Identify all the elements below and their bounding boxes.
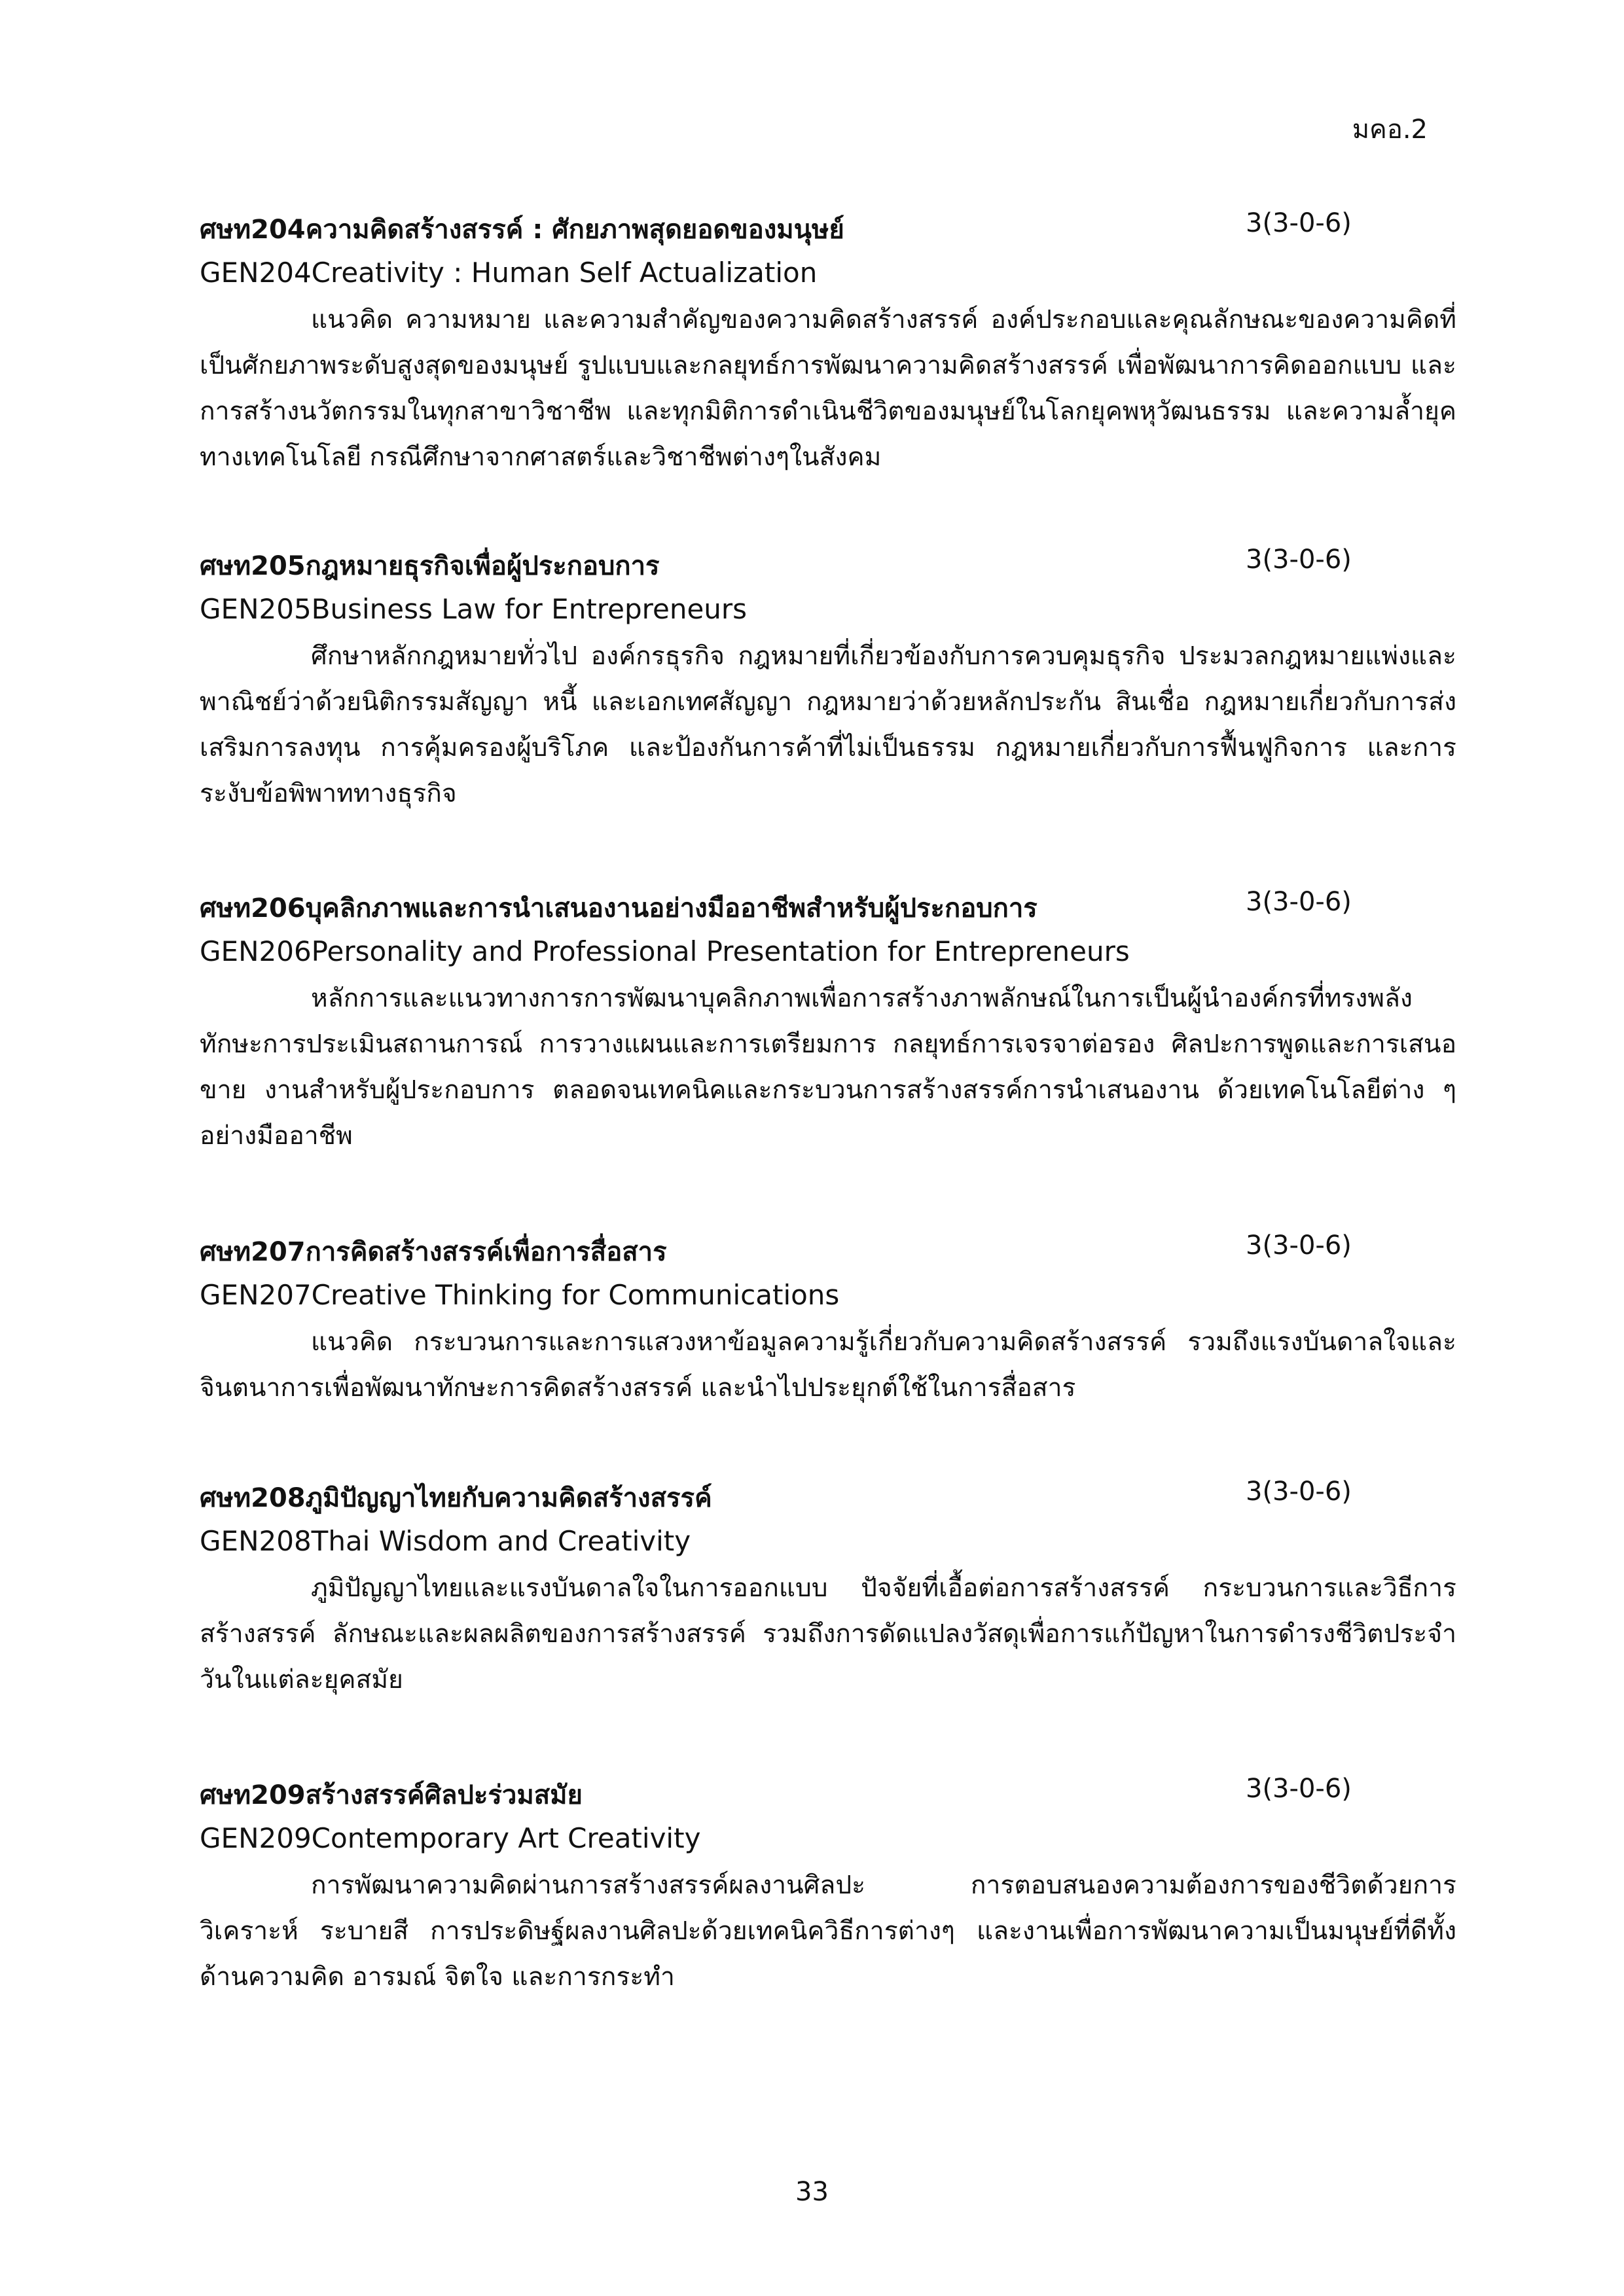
course-title-en-row (200, 1814, 1456, 1861)
course-code-en: GEN205 (200, 592, 312, 625)
course-description: การพัฒนาความคิดผ่านการสร้างสรรค์ผลงานศิลปะ การตอบสนองความต้องการของชีวิตด้วยการวิเคราะห์ ระบายสี การประดิษฐ์ผลงานศิลปะด้วยเทคนิควิธีการต่างๆ และงานเพื่อการพัฒนาความเป็นมนุษย์ที่ดีทั้งด้านความคิด อารมณ์ จิตใจ และการกระทำ (200, 1871, 1456, 1992)
course-title-th: การคิดสร้างสรรค์เพื่อการสื่อสาร (305, 1237, 667, 1267)
course-title-th-row (200, 208, 1456, 249)
course-title-th-row (200, 1774, 1456, 1814)
course-title-en: Creativity : Human Self Actualization (311, 256, 818, 289)
course-title-en-row (200, 1271, 1456, 1318)
course-block (200, 208, 1456, 480)
course-title-en: Personality and Professional Presentation for Entrepreneurs (311, 935, 1130, 967)
course-code-en: GEN204 (200, 256, 312, 289)
page-number: 33 (795, 2177, 829, 2207)
course-description: แนวคิด ความหมาย และความสำคัญของความคิดสร้างสรรค์ องค์ประกอบและคุณลักษณะของความคิดที่เป็นศักยภาพระดับสูงสุดของมนุษย์ รูปแบบและกลยุทธ์การพัฒนาความคิดสร้างสรรค์ เพื่อพัฒนาการคิดออกแบบ และการสร้างนวัตกรรมในทุกสาขาวิชาชีพ และทุกมิติการดำเนินชีวิตของมนุษย์ในโลกยุคพหุวัฒนธรรม และความล้ำยุคทางเทคโนโลยี กรณีศึกษาจากศาสตร์และวิชาชีพต่างๆในสังคม (200, 305, 1456, 472)
course-title-th: กฎหมายธุรกิจเพื่อผู้ประกอบการ (305, 551, 660, 581)
course-title-th: บุคลิกภาพและการนำเสนองานอย่างมืออาชีพสำหรับผู้ประกอบการ (305, 893, 1038, 924)
course-block (200, 1230, 1456, 1411)
course-code-th: ศษท209 (200, 1780, 306, 1810)
course-block (200, 1774, 1456, 2000)
course-block (200, 887, 1456, 1159)
course-credits: 3(3-0-6) (1246, 887, 1352, 917)
course-description: ศึกษาหลักกฎหมายทั่วไป องค์กรธุรกิจ กฎหมายที่เกี่ยวข้องกับการควบคุมธุรกิจ ประมวลกฎหมายแพ่งและพาณิชย์ว่าด้วยนิติกรรมสัญญา หนี้ และเอกเทศสัญญา กฎหมายว่าด้วยหลักประกัน สินเชื่อ กฎหมายเกี่ยวกับการส่งเสริมการลงทุน การคุ้มครองผู้บริโภค และป้องกันการค้าที่ไม่เป็นธรรม กฎหมายเกี่ยวกับการฟื้นฟูกิจการ และการระงับข้อพิพาททางธุรกิจ (200, 641, 1456, 808)
course-description: ภูมิปัญญาไทยและแรงบันดาลใจในการออกแบบ ปัจจัยที่เอื้อต่อการสร้างสรรค์ กระบวนการและวิธีการสร้างสรรค์ ลักษณะและผลผลิตของการสร้างสรรค์ รวมถึงการดัดแปลงวัสดุเพื่อการแก้ปัญหาในการดำรงชีวิตประจำวันในแต่ละยุคสมัย (200, 1573, 1456, 1695)
course-code-en: GEN207 (200, 1278, 312, 1311)
course-block (200, 1477, 1456, 1703)
course-code-en: GEN208 (200, 1524, 312, 1557)
course-title-en: Contemporary Art Creativity (311, 1821, 701, 1854)
course-title-th: สร้างสรรค์ศิลปะร่วมสมัย (305, 1780, 583, 1810)
course-title-th: ความคิดสร้างสรรค์ : ศักยภาพสุดยอดของมนุษย์ (305, 215, 844, 245)
course-title-th-row (200, 545, 1456, 585)
course-code-th: ศษท204 (200, 215, 306, 245)
course-code-en: GEN209 (200, 1821, 312, 1854)
course-title-en: Thai Wisdom and Creativity (311, 1524, 691, 1557)
course-credits: 3(3-0-6) (1246, 208, 1352, 238)
course-title-en: Creative Thinking for Communications (311, 1278, 840, 1311)
document-code: มคอ.2 (1352, 115, 1428, 145)
course-title-th: ภูมิปัญญาไทยกับความคิดสร้างสรรค์ (305, 1483, 712, 1513)
course-title-en: Business Law for Entrepreneurs (311, 592, 748, 625)
course-title-th-row (200, 887, 1456, 927)
course-block (200, 545, 1456, 817)
course-title-en-row (200, 927, 1456, 975)
course-title-th-row (200, 1230, 1456, 1271)
course-credits: 3(3-0-6) (1246, 1774, 1352, 1804)
course-code-en: GEN206 (200, 935, 312, 967)
course-description: แนวคิด กระบวนการและการแสวงหาข้อมูลความรู้เกี่ยวกับความคิดสร้างสรรค์ รวมถึงแรงบันดาลใจและจินตนาการเพื่อพัฒนาทักษะการคิดสร้างสรรค์ และนำไปประยุกต์ใช้ในการสื่อสาร (200, 1327, 1456, 1403)
course-description: หลักการและแนวทางการการพัฒนาบุคลิกภาพเพื่อการสร้างภาพลักษณ์ในการเป็นผู้นำองค์กรที่ทรงพลัง ทักษะการประเมินสถานการณ์ การวางแผนและการเตรียมการ กลยุทธ์การเจรจาต่อรอง ศิลปะการพูดและการเสนอขาย งานสำหรับผู้ประกอบการ ตลอดจนเทคนิคและกระบวนการสร้างสรรค์การนำเสนองาน ด้วยเทคโนโลยีต่าง ๆ อย่างมืออาชีพ (200, 984, 1456, 1151)
course-title-th-row (200, 1477, 1456, 1517)
course-title-en-row (200, 585, 1456, 632)
course-title-en-row (200, 249, 1456, 296)
course-credits: 3(3-0-6) (1246, 1230, 1352, 1261)
course-code-th: ศษท207 (200, 1237, 306, 1267)
course-code-th: ศษท208 (200, 1483, 306, 1513)
course-credits: 3(3-0-6) (1246, 1477, 1352, 1507)
course-code-th: ศษท206 (200, 893, 306, 924)
course-credits: 3(3-0-6) (1246, 545, 1352, 575)
course-title-en-row (200, 1517, 1456, 1564)
course-code-th: ศษท205 (200, 551, 306, 581)
